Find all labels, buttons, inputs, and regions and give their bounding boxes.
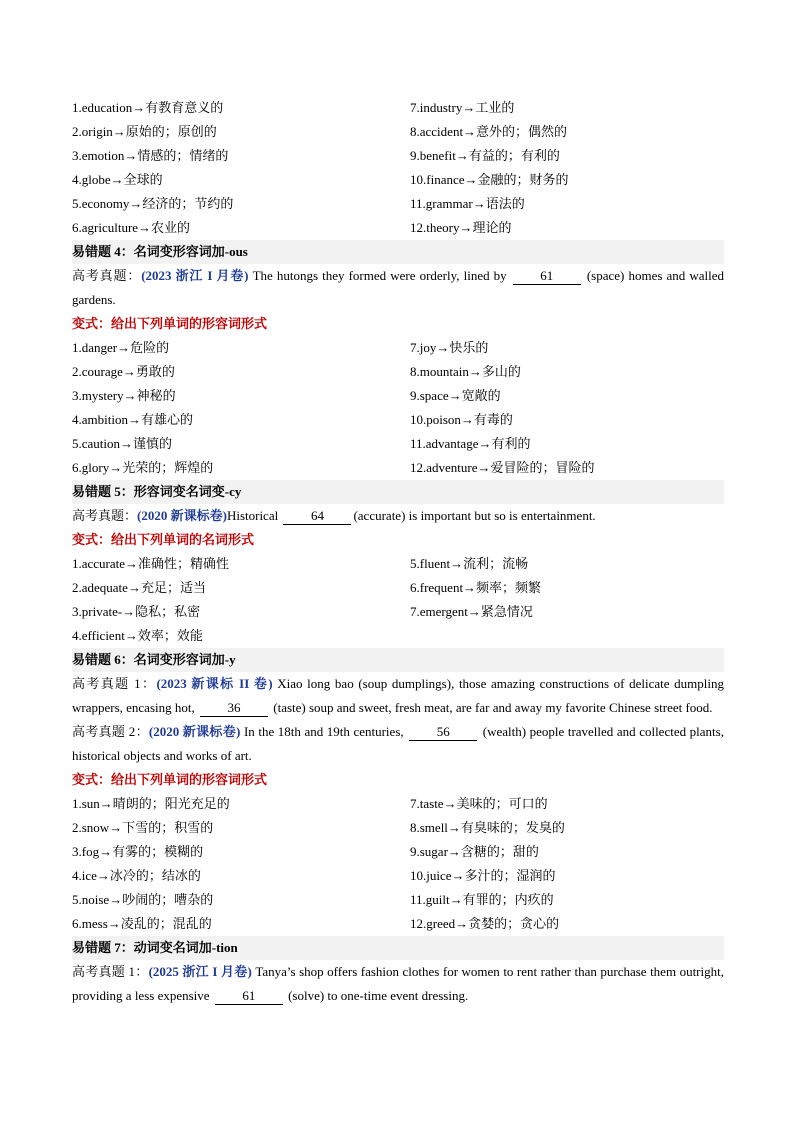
exam-text: (taste) soup and sweet, fresh meat, are far and away my favorite Chinese street food. [270, 700, 713, 715]
list-item: 6.mess→凌乱的；混乱的 [72, 916, 212, 931]
exam-text: (accurate) is important but so is entertainment. [353, 508, 596, 523]
variant-instruction: 变式：给出下列单词的形容词形式 [72, 772, 268, 787]
word-list-adjectives-al [72, 96, 724, 240]
list-item: 4.ambition→有雄心的 [72, 412, 193, 427]
exam-label: 高考真题 1： [72, 964, 149, 979]
exam-text: Xiao long bao (soup dumplings), those amazing constructions of delicate dumpling wrappers, encasing hot, [72, 676, 724, 715]
list-item: 12.adventure→爱冒险的；冒险的 [410, 460, 595, 475]
section-heading: 易错题 7：动词变名词加-tion [72, 936, 724, 960]
list-item: 7.industry→工业的 [410, 100, 515, 115]
list-item: 5.caution→谨慎的 [72, 436, 173, 451]
list-item: 2.snow→下雪的；积雪的 [72, 820, 214, 835]
list-item: 10.juice→多汁的；湿润的 [410, 868, 556, 883]
list-item: 8.mountain→多山的 [410, 364, 521, 379]
list-item: 2.origin→原始的；原创的 [72, 124, 217, 139]
list-item: 7.taste→美味的；可口的 [410, 796, 548, 811]
list-item: 1.sun→晴朗的；阳光充足的 [72, 796, 230, 811]
list-item: 5.economy→经济的；节约的 [72, 196, 234, 211]
answer-blank: 61 [215, 988, 283, 1005]
answer-blank: 36 [200, 700, 268, 717]
section-heading: 易错题 5：形容词变名词变-cy [72, 480, 724, 504]
list-item: 8.accident→意外的；偶然的 [410, 124, 568, 139]
list-item: 9.sugar→含糖的；甜的 [410, 844, 539, 859]
list-item: 9.benefit→有益的；有利的 [410, 148, 560, 163]
list-item: 11.guilt→有罪的；内疚的 [410, 892, 554, 907]
exam-text: Tanya’s shop offers fashion clothes for women to rent rather than purchase them outright, providing a less expensive [72, 964, 724, 1003]
section-heading: 易错题 6：名词变形容词加-y [72, 648, 724, 672]
list-item [410, 624, 724, 648]
exam-text: In the 18th and 19th centuries, [240, 724, 408, 739]
word-list-cy [72, 552, 724, 648]
document-page [72, 96, 724, 1008]
exam-question [72, 264, 724, 312]
list-item: 3.emotion→情感的；情绪的 [72, 148, 229, 163]
exam-text: (space) homes and walled gardens. [72, 268, 724, 307]
word-list-y [72, 792, 724, 936]
list-item: 7.emergent→紧急情况 [410, 604, 533, 619]
exam-label: 高考真题 1： [72, 676, 157, 691]
list-item: 5.fluent→流利；流畅 [410, 556, 529, 571]
exam-label: 高考真题： [72, 268, 142, 283]
list-item: 4.globe→全球的 [72, 172, 163, 187]
list-item: 12.greed→贪婪的；贪心的 [410, 916, 560, 931]
list-item: 12.theory→理论的 [410, 220, 512, 235]
list-item: 2.courage→勇敢的 [72, 364, 175, 379]
list-item: 10.poison→有毒的 [410, 412, 513, 427]
list-item: 4.efficient→效率；效能 [72, 628, 203, 643]
exam-question [72, 672, 724, 720]
list-item: 1.danger→危险的 [72, 340, 170, 355]
exam-source: (2020 新课标卷) [137, 508, 227, 523]
variant-instruction: 变式：给出下列单词的名词形式 [72, 532, 255, 547]
list-item: 3.private-→隐私；私密 [72, 604, 201, 619]
exam-text: (solve) to one-time event dressing. [284, 988, 469, 1003]
list-item: 6.frequent→频率；频繁 [410, 580, 542, 595]
exam-source: (2023 新课标 II 卷) [156, 676, 273, 691]
section-heading: 易错题 4：名词变形容词加-ous [72, 240, 724, 264]
list-item: 6.glory→光荣的；辉煌的 [72, 460, 214, 475]
exam-source: (2023 浙江 I 月卷) [141, 268, 249, 283]
list-item: 3.fog→有雾的；模糊的 [72, 844, 204, 859]
list-item: 2.adequate→充足；适当 [72, 580, 206, 595]
list-item: 9.space→宽敞的 [410, 388, 501, 403]
exam-text: Historical [226, 508, 282, 523]
list-item: 7.joy→快乐的 [410, 340, 489, 355]
list-item: 11.advantage→有利的 [410, 436, 531, 451]
exam-source: (2020 新课标卷) [148, 724, 241, 739]
answer-blank: 56 [409, 724, 477, 741]
answer-blank: 61 [513, 268, 581, 285]
exam-text: The hutongs they formed were orderly, lined by [248, 268, 511, 283]
list-item: 11.grammar→语法的 [410, 196, 525, 211]
list-item: 5.noise→吵闹的；嘈杂的 [72, 892, 214, 907]
exam-text: (wealth) people travelled and collected plants, historical objects and works of art. [72, 724, 724, 763]
exam-question [72, 720, 724, 768]
list-item: 3.mystery→神秘的 [72, 388, 176, 403]
list-item: 1.accurate→准确性；精确性 [72, 556, 230, 571]
word-list-ous [72, 336, 724, 480]
list-item: 4.ice→冰冷的；结冰的 [72, 868, 201, 883]
exam-label: 高考真题： [72, 508, 138, 523]
list-item: 6.agriculture→农业的 [72, 220, 191, 235]
exam-label: 高考真题 2： [72, 724, 149, 739]
exam-source: (2025 浙江 I 月卷) [148, 964, 252, 979]
variant-instruction: 变式：给出下列单词的形容词形式 [72, 316, 268, 331]
list-item: 8.smell→有臭味的；发臭的 [410, 820, 565, 835]
exam-question [72, 960, 724, 1008]
list-item: 1.education→有教育意义的 [72, 100, 224, 115]
exam-question [72, 504, 724, 528]
list-item: 10.finance→金融的；财务的 [410, 172, 569, 187]
answer-blank: 64 [283, 508, 351, 525]
